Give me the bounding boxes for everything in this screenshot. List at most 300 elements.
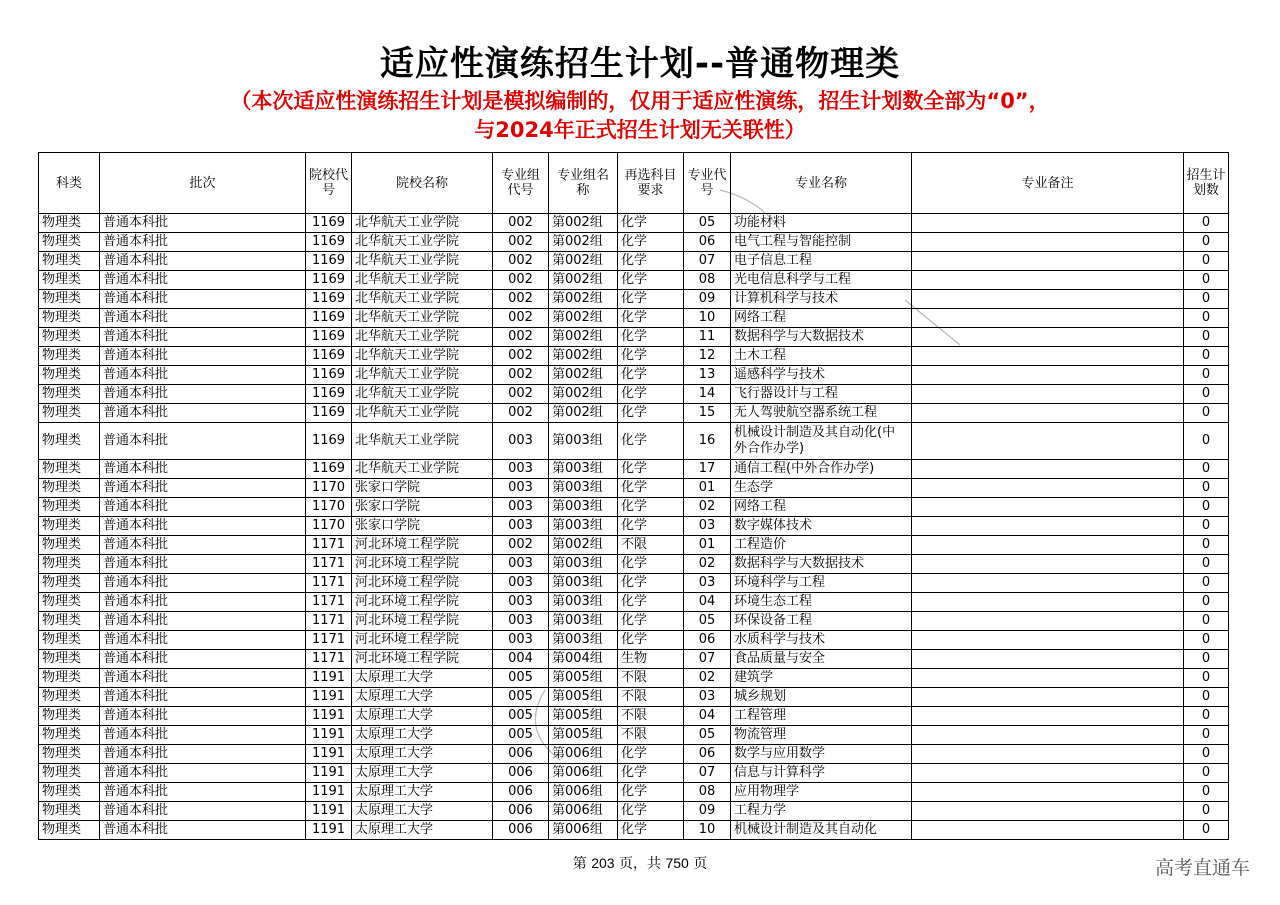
major-code-cell: 02 — [684, 669, 731, 688]
remark-cell — [912, 821, 1184, 840]
table-row — [39, 593, 1229, 612]
subject-cell: 物理类 — [39, 726, 100, 745]
major-name-cell: 生态学 — [731, 479, 912, 498]
school-name-cell: 太原理工大学 — [352, 764, 493, 783]
plan-count-cell: 0 — [1184, 309, 1229, 328]
batch-cell: 普通本科批 — [100, 612, 306, 631]
remark-cell — [912, 347, 1184, 366]
subject-cell: 物理类 — [39, 612, 100, 631]
major-name-cell: 信息与计算科学 — [731, 764, 912, 783]
table-row — [39, 669, 1229, 688]
group-code-cell: 006 — [493, 821, 549, 840]
subject-req-cell: 生物 — [618, 650, 684, 669]
batch-cell: 普通本科批 — [100, 688, 306, 707]
plan-count-cell: 0 — [1184, 593, 1229, 612]
school-name-cell: 北华航天工业学院 — [352, 328, 493, 347]
group-name-cell: 第003组 — [549, 460, 618, 479]
remark-cell — [912, 593, 1184, 612]
subject-req-cell: 化学 — [618, 404, 684, 423]
school-name-cell: 张家口学院 — [352, 517, 493, 536]
group-code-cell: 003 — [493, 631, 549, 650]
subject-cell: 物理类 — [39, 366, 100, 385]
group-name-cell: 第006组 — [549, 802, 618, 821]
group-name-cell: 第002组 — [549, 404, 618, 423]
table-row — [39, 631, 1229, 650]
remark-cell — [912, 498, 1184, 517]
subject-req-cell: 化学 — [618, 252, 684, 271]
plan-count-cell: 0 — [1184, 290, 1229, 309]
group-name-cell: 第002组 — [549, 536, 618, 555]
remark-cell — [912, 252, 1184, 271]
batch-cell: 普通本科批 — [100, 593, 306, 612]
table-row — [39, 290, 1229, 309]
header-cell: 专业组名称 — [549, 153, 618, 214]
table-row — [39, 214, 1229, 233]
major-name-cell: 环境科学与工程 — [731, 574, 912, 593]
batch-cell: 普通本科批 — [100, 252, 306, 271]
table-row — [39, 612, 1229, 631]
remark-cell — [912, 423, 1184, 460]
table-row — [39, 347, 1229, 366]
school-code-cell: 1169 — [306, 328, 352, 347]
remark-cell — [912, 214, 1184, 233]
table-row — [39, 821, 1229, 840]
major-name-cell: 工程管理 — [731, 707, 912, 726]
footer-middle: 页，共 — [619, 856, 661, 872]
table-row — [39, 498, 1229, 517]
table-row — [39, 423, 1229, 460]
group-code-cell: 003 — [493, 423, 549, 460]
batch-cell: 普通本科批 — [100, 802, 306, 821]
plan-count-cell: 0 — [1184, 423, 1229, 460]
major-code-cell: 13 — [684, 366, 731, 385]
school-name-cell: 太原理工大学 — [352, 726, 493, 745]
subject-cell: 物理类 — [39, 309, 100, 328]
remark-cell — [912, 612, 1184, 631]
school-code-cell: 1169 — [306, 309, 352, 328]
plan-count-cell: 0 — [1184, 214, 1229, 233]
batch-cell: 普通本科批 — [100, 650, 306, 669]
subject-cell: 物理类 — [39, 669, 100, 688]
major-name-cell: 计算机科学与技术 — [731, 290, 912, 309]
remark-cell — [912, 631, 1184, 650]
batch-cell: 普通本科批 — [100, 309, 306, 328]
school-code-cell: 1171 — [306, 536, 352, 555]
major-code-cell: 06 — [684, 631, 731, 650]
major-name-cell: 土木工程 — [731, 347, 912, 366]
header-cell: 批次 — [100, 153, 306, 214]
school-code-cell: 1171 — [306, 612, 352, 631]
group-code-cell: 006 — [493, 764, 549, 783]
school-code-cell: 1169 — [306, 233, 352, 252]
remark-cell — [912, 385, 1184, 404]
major-name-cell: 网络工程 — [731, 498, 912, 517]
page-number: 203 — [591, 855, 615, 871]
page-title: 适应性演练招生计划--普通物理类 — [379, 44, 901, 84]
header-cell: 再选科目要求 — [618, 153, 684, 214]
group-code-cell: 002 — [493, 385, 549, 404]
major-name-cell: 水质科学与技术 — [731, 631, 912, 650]
school-code-cell: 1171 — [306, 574, 352, 593]
subject-cell: 物理类 — [39, 479, 100, 498]
subject-cell: 物理类 — [39, 783, 100, 802]
remark-cell — [912, 233, 1184, 252]
school-code-cell: 1171 — [306, 631, 352, 650]
remark-cell — [912, 802, 1184, 821]
header-cell: 专业代号 — [684, 153, 731, 214]
school-name-cell: 北华航天工业学院 — [352, 347, 493, 366]
remark-cell — [912, 726, 1184, 745]
table-row — [39, 309, 1229, 328]
group-name-cell: 第006组 — [549, 783, 618, 802]
group-code-cell: 003 — [493, 517, 549, 536]
subject-req-cell: 化学 — [618, 309, 684, 328]
plan-count-cell: 0 — [1184, 612, 1229, 631]
table-row — [39, 252, 1229, 271]
school-name-cell: 北华航天工业学院 — [352, 214, 493, 233]
plan-count-cell: 0 — [1184, 404, 1229, 423]
remark-cell — [912, 783, 1184, 802]
plan-count-cell: 0 — [1184, 385, 1229, 404]
group-code-cell: 003 — [493, 460, 549, 479]
disclaimer-line-1: （本次适应性演练招生计划是模拟编制的，仅用于适应性演练，招生计划数全部为“0”， — [230, 89, 1050, 113]
remark-cell — [912, 366, 1184, 385]
major-name-cell: 电子信息工程 — [731, 252, 912, 271]
major-name-cell: 数据科学与大数据技术 — [731, 328, 912, 347]
header-cell: 科类 — [39, 153, 100, 214]
table-row — [39, 404, 1229, 423]
major-name-cell: 数字媒体技术 — [731, 517, 912, 536]
group-code-cell: 002 — [493, 290, 549, 309]
header-cell: 院校代号 — [306, 153, 352, 214]
subject-req-cell: 化学 — [618, 385, 684, 404]
batch-cell: 普通本科批 — [100, 385, 306, 404]
major-code-cell: 08 — [684, 271, 731, 290]
group-name-cell: 第002组 — [549, 385, 618, 404]
major-name-cell: 飞行器设计与工程 — [731, 385, 912, 404]
school-code-cell: 1191 — [306, 764, 352, 783]
major-code-cell: 03 — [684, 688, 731, 707]
major-code-cell: 05 — [684, 726, 731, 745]
plan-count-cell: 0 — [1184, 707, 1229, 726]
plan-count-cell: 0 — [1184, 536, 1229, 555]
batch-cell: 普通本科批 — [100, 271, 306, 290]
group-code-cell: 003 — [493, 479, 549, 498]
table-body — [39, 214, 1229, 840]
plan-count-cell: 0 — [1184, 631, 1229, 650]
plan-count-cell: 0 — [1184, 498, 1229, 517]
school-name-cell: 太原理工大学 — [352, 783, 493, 802]
group-code-cell: 003 — [493, 574, 549, 593]
subject-req-cell: 化学 — [618, 366, 684, 385]
school-name-cell: 河北环境工程学院 — [352, 555, 493, 574]
header-cell: 专业组代号 — [493, 153, 549, 214]
school-code-cell: 1169 — [306, 214, 352, 233]
table-row — [39, 745, 1229, 764]
school-name-cell: 北华航天工业学院 — [352, 404, 493, 423]
header-cell: 招生计划数 — [1184, 153, 1229, 214]
plan-count-cell: 0 — [1184, 726, 1229, 745]
group-name-cell: 第003组 — [549, 631, 618, 650]
subject-req-cell: 化学 — [618, 517, 684, 536]
major-code-cell: 09 — [684, 802, 731, 821]
group-name-cell: 第002组 — [549, 214, 618, 233]
subject-cell: 物理类 — [39, 574, 100, 593]
school-name-cell: 张家口学院 — [352, 498, 493, 517]
subject-cell: 物理类 — [39, 214, 100, 233]
major-code-cell: 15 — [684, 404, 731, 423]
group-name-cell: 第003组 — [549, 517, 618, 536]
school-code-cell: 1191 — [306, 802, 352, 821]
school-name-cell: 河北环境工程学院 — [352, 631, 493, 650]
table-row — [39, 688, 1229, 707]
school-code-cell: 1170 — [306, 517, 352, 536]
major-code-cell: 12 — [684, 347, 731, 366]
plan-count-cell: 0 — [1184, 271, 1229, 290]
remark-cell — [912, 517, 1184, 536]
school-name-cell: 太原理工大学 — [352, 745, 493, 764]
school-code-cell: 1169 — [306, 347, 352, 366]
group-code-cell: 002 — [493, 404, 549, 423]
major-code-cell: 05 — [684, 214, 731, 233]
subject-cell: 物理类 — [39, 328, 100, 347]
major-name-cell: 网络工程 — [731, 309, 912, 328]
remark-cell — [912, 574, 1184, 593]
subject-req-cell: 化学 — [618, 764, 684, 783]
school-name-cell: 河北环境工程学院 — [352, 574, 493, 593]
major-code-cell: 07 — [684, 764, 731, 783]
school-code-cell: 1191 — [306, 688, 352, 707]
subject-cell: 物理类 — [39, 536, 100, 555]
major-name-cell: 电气工程与智能控制 — [731, 233, 912, 252]
group-name-cell: 第002组 — [549, 233, 618, 252]
group-name-cell: 第003组 — [549, 555, 618, 574]
table-row — [39, 783, 1229, 802]
school-code-cell: 1171 — [306, 650, 352, 669]
plan-count-cell: 0 — [1184, 574, 1229, 593]
subject-req-cell: 化学 — [618, 233, 684, 252]
table-row — [39, 233, 1229, 252]
table-row — [39, 726, 1229, 745]
group-code-cell: 002 — [493, 328, 549, 347]
batch-cell: 普通本科批 — [100, 347, 306, 366]
subject-req-cell: 化学 — [618, 555, 684, 574]
school-code-cell: 1170 — [306, 498, 352, 517]
major-code-cell: 08 — [684, 783, 731, 802]
group-code-cell: 002 — [493, 214, 549, 233]
major-code-cell: 07 — [684, 650, 731, 669]
major-code-cell: 14 — [684, 385, 731, 404]
subject-req-cell: 化学 — [618, 290, 684, 309]
major-code-cell: 02 — [684, 498, 731, 517]
subject-req-cell: 化学 — [618, 593, 684, 612]
group-code-cell: 002 — [493, 366, 549, 385]
table-row — [39, 707, 1229, 726]
group-name-cell: 第005组 — [549, 688, 618, 707]
subject-cell: 物理类 — [39, 290, 100, 309]
table-row — [39, 764, 1229, 783]
batch-cell: 普通本科批 — [100, 233, 306, 252]
footer-prefix: 第 — [572, 856, 587, 872]
plan-count-cell: 0 — [1184, 366, 1229, 385]
subject-cell: 物理类 — [39, 593, 100, 612]
remark-cell — [912, 460, 1184, 479]
group-name-cell: 第002组 — [549, 271, 618, 290]
group-code-cell: 002 — [493, 309, 549, 328]
enrollment-plan-table — [38, 152, 1229, 840]
major-name-cell: 工程力学 — [731, 802, 912, 821]
subject-req-cell: 化学 — [618, 802, 684, 821]
group-name-cell: 第002组 — [549, 290, 618, 309]
major-name-cell: 物流管理 — [731, 726, 912, 745]
plan-count-cell: 0 — [1184, 802, 1229, 821]
school-name-cell: 北华航天工业学院 — [352, 271, 493, 290]
school-name-cell: 太原理工大学 — [352, 669, 493, 688]
header-cell: 专业备注 — [912, 153, 1184, 214]
batch-cell: 普通本科批 — [100, 669, 306, 688]
subject-req-cell: 不限 — [618, 688, 684, 707]
school-code-cell: 1169 — [306, 385, 352, 404]
school-code-cell: 1191 — [306, 821, 352, 840]
school-code-cell: 1191 — [306, 745, 352, 764]
major-name-cell: 机械设计制造及其自动化(中外合作办学) — [731, 423, 912, 460]
batch-cell: 普通本科批 — [100, 821, 306, 840]
major-code-cell: 06 — [684, 745, 731, 764]
subject-req-cell: 不限 — [618, 726, 684, 745]
subject-req-cell: 化学 — [618, 574, 684, 593]
group-code-cell: 004 — [493, 650, 549, 669]
major-name-cell: 城乡规划 — [731, 688, 912, 707]
plan-count-cell: 0 — [1184, 252, 1229, 271]
subject-req-cell: 化学 — [618, 271, 684, 290]
group-code-cell: 002 — [493, 536, 549, 555]
batch-cell: 普通本科批 — [100, 745, 306, 764]
school-name-cell: 太原理工大学 — [352, 802, 493, 821]
batch-cell: 普通本科批 — [100, 517, 306, 536]
remark-cell — [912, 309, 1184, 328]
batch-cell: 普通本科批 — [100, 764, 306, 783]
subject-req-cell: 化学 — [618, 821, 684, 840]
school-name-cell: 北华航天工业学院 — [352, 233, 493, 252]
school-name-cell: 北华航天工业学院 — [352, 460, 493, 479]
table-row — [39, 328, 1229, 347]
school-code-cell: 1169 — [306, 460, 352, 479]
major-name-cell: 工程造价 — [731, 536, 912, 555]
subject-req-cell: 不限 — [618, 707, 684, 726]
remark-cell — [912, 650, 1184, 669]
batch-cell: 普通本科批 — [100, 366, 306, 385]
subject-req-cell: 化学 — [618, 479, 684, 498]
subject-cell: 物理类 — [39, 498, 100, 517]
batch-cell: 普通本科批 — [100, 214, 306, 233]
school-name-cell: 太原理工大学 — [352, 707, 493, 726]
remark-cell — [912, 404, 1184, 423]
table-row — [39, 650, 1229, 669]
group-name-cell: 第002组 — [549, 309, 618, 328]
school-name-cell: 北华航天工业学院 — [352, 309, 493, 328]
subject-req-cell: 化学 — [618, 328, 684, 347]
batch-cell: 普通本科批 — [100, 404, 306, 423]
school-code-cell: 1169 — [306, 423, 352, 460]
major-code-cell: 03 — [684, 574, 731, 593]
major-name-cell: 建筑学 — [731, 669, 912, 688]
subject-cell: 物理类 — [39, 233, 100, 252]
subject-req-cell: 化学 — [618, 631, 684, 650]
school-name-cell: 太原理工大学 — [352, 688, 493, 707]
remark-cell — [912, 328, 1184, 347]
plan-count-cell: 0 — [1184, 688, 1229, 707]
major-name-cell: 无人驾驶航空器系统工程 — [731, 404, 912, 423]
header-cell: 院校名称 — [352, 153, 493, 214]
major-code-cell: 01 — [684, 536, 731, 555]
remark-cell — [912, 290, 1184, 309]
subject-cell: 物理类 — [39, 745, 100, 764]
group-name-cell: 第006组 — [549, 821, 618, 840]
plan-count-cell: 0 — [1184, 233, 1229, 252]
subject-cell: 物理类 — [39, 802, 100, 821]
plan-count-cell: 0 — [1184, 764, 1229, 783]
school-name-cell: 河北环境工程学院 — [352, 612, 493, 631]
group-name-cell: 第002组 — [549, 328, 618, 347]
subject-cell: 物理类 — [39, 271, 100, 290]
remark-cell — [912, 479, 1184, 498]
total-pages: 750 — [665, 855, 689, 871]
group-name-cell: 第003组 — [549, 612, 618, 631]
remark-cell — [912, 271, 1184, 290]
subject-req-cell: 不限 — [618, 669, 684, 688]
group-name-cell: 第006组 — [549, 764, 618, 783]
school-code-cell: 1169 — [306, 404, 352, 423]
major-code-cell: 09 — [684, 290, 731, 309]
group-name-cell: 第002组 — [549, 252, 618, 271]
group-code-cell: 002 — [493, 347, 549, 366]
remark-cell — [912, 536, 1184, 555]
source-watermark: 高考直通车 — [1154, 857, 1250, 879]
major-name-cell: 机械设计制造及其自动化 — [731, 821, 912, 840]
plan-count-cell: 0 — [1184, 555, 1229, 574]
group-name-cell: 第003组 — [549, 479, 618, 498]
major-name-cell: 光电信息科学与工程 — [731, 271, 912, 290]
subject-req-cell: 化学 — [618, 745, 684, 764]
major-name-cell: 应用物理学 — [731, 783, 912, 802]
footer-suffix: 页 — [693, 856, 708, 872]
batch-cell: 普通本科批 — [100, 290, 306, 309]
major-code-cell: 02 — [684, 555, 731, 574]
school-name-cell: 河北环境工程学院 — [352, 536, 493, 555]
page-footer — [0, 853, 1280, 873]
plan-count-cell: 0 — [1184, 479, 1229, 498]
school-code-cell: 1191 — [306, 707, 352, 726]
major-name-cell: 环境生态工程 — [731, 593, 912, 612]
group-code-cell: 006 — [493, 802, 549, 821]
table-row — [39, 271, 1229, 290]
remark-cell — [912, 669, 1184, 688]
subject-cell: 物理类 — [39, 347, 100, 366]
group-name-cell: 第005组 — [549, 669, 618, 688]
remark-cell — [912, 688, 1184, 707]
school-code-cell: 1169 — [306, 366, 352, 385]
group-name-cell: 第003组 — [549, 423, 618, 460]
major-code-cell: 10 — [684, 309, 731, 328]
major-code-cell: 07 — [684, 252, 731, 271]
major-code-cell: 05 — [684, 612, 731, 631]
batch-cell: 普通本科批 — [100, 707, 306, 726]
batch-cell: 普通本科批 — [100, 498, 306, 517]
disclaimer-line-2: 与2024年正式招生计划无关联性） — [474, 118, 806, 142]
school-code-cell: 1191 — [306, 669, 352, 688]
major-name-cell: 数学与应用数学 — [731, 745, 912, 764]
subject-cell: 物理类 — [39, 252, 100, 271]
